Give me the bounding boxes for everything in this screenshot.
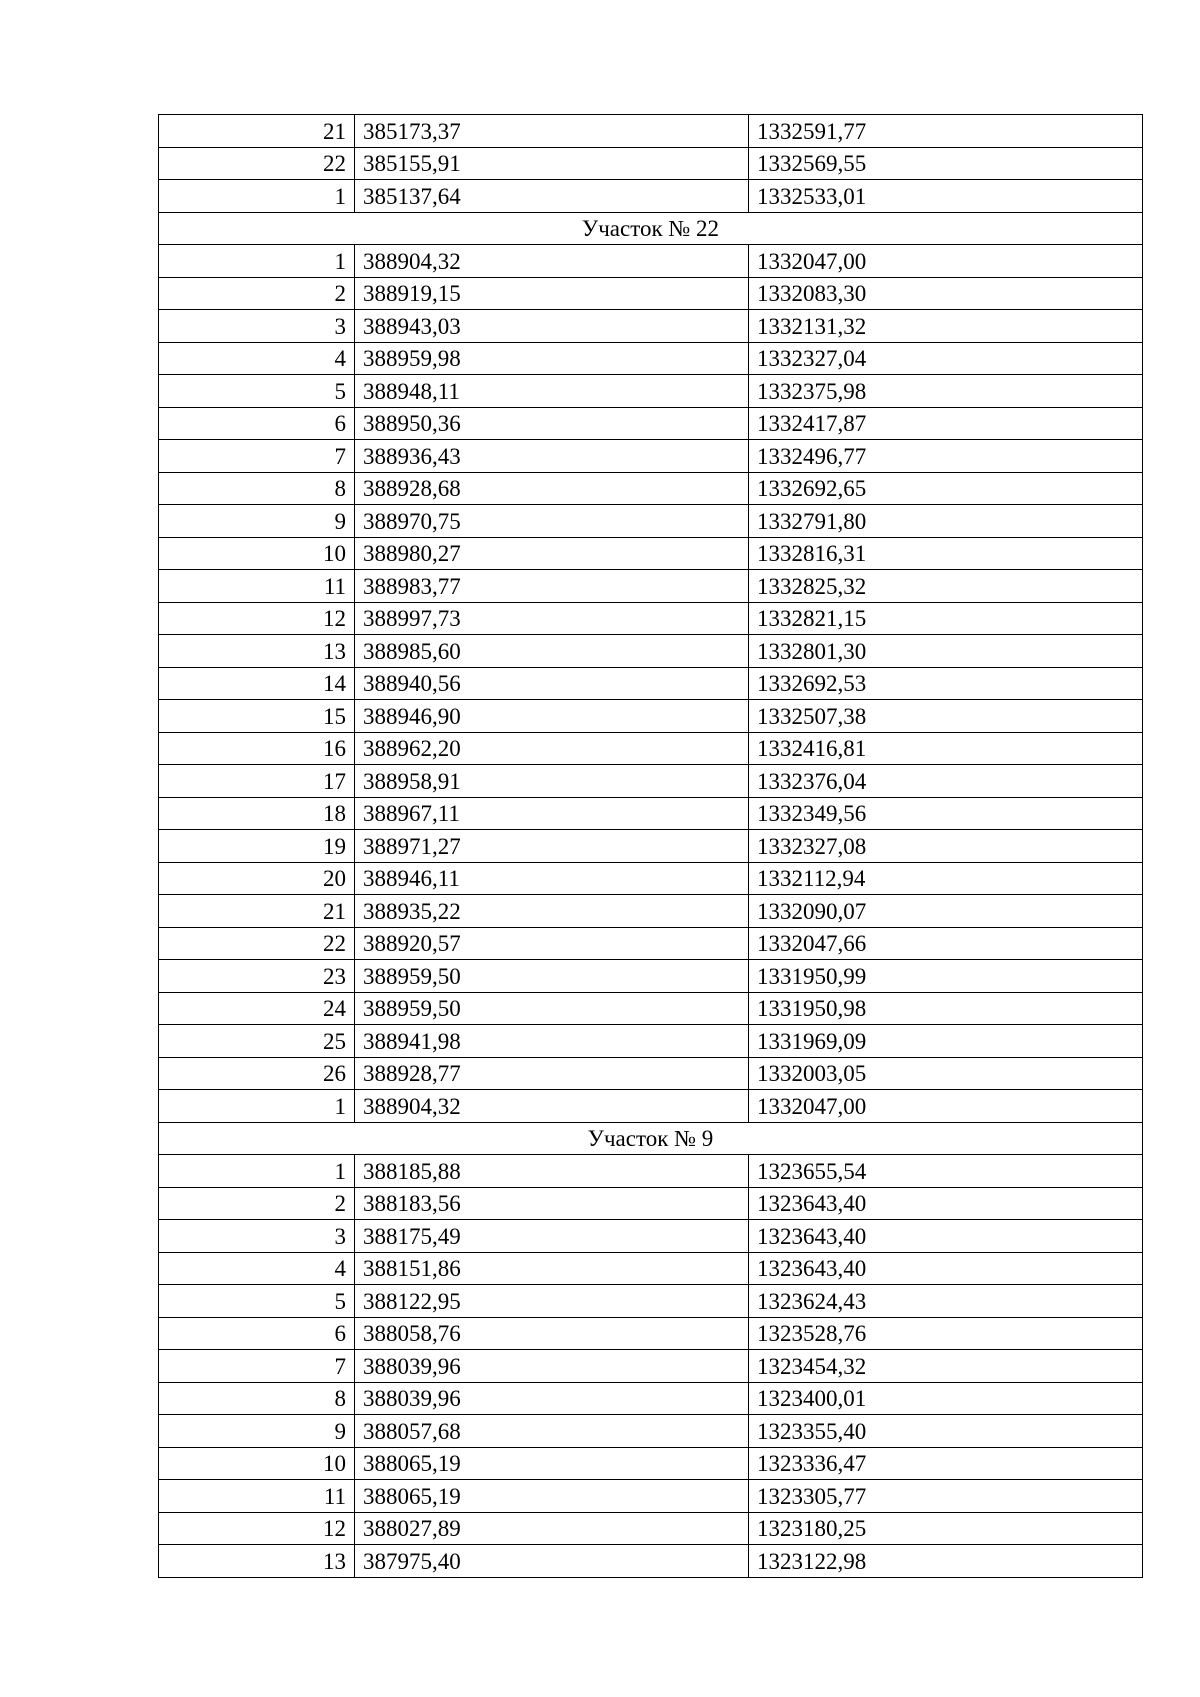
point-number-cell: 12: [159, 1512, 355, 1545]
point-number-cell: 9: [159, 1415, 355, 1448]
x-coordinate-cell: 388980,27: [355, 537, 749, 570]
point-number-cell: 7: [159, 440, 355, 473]
point-number-cell: 13: [159, 635, 355, 668]
table-row: [159, 960, 1143, 993]
x-coordinate-cell: 388946,11: [355, 862, 749, 895]
point-number-cell: 1: [159, 1090, 355, 1123]
point-number-cell: 10: [159, 537, 355, 570]
section-header-row: [159, 212, 1143, 245]
table-row: [159, 830, 1143, 863]
y-coordinate-cell: 1332327,04: [749, 342, 1143, 375]
point-number-cell: 24: [159, 992, 355, 1025]
y-coordinate-cell: 1323336,47: [749, 1447, 1143, 1480]
x-coordinate-cell: 388997,73: [355, 602, 749, 635]
x-coordinate-cell: 388936,43: [355, 440, 749, 473]
point-number-cell: 12: [159, 602, 355, 635]
y-coordinate-cell: 1332692,65: [749, 472, 1143, 505]
table-row: [159, 245, 1143, 278]
table-row: [159, 1447, 1143, 1480]
x-coordinate-cell: 388959,50: [355, 992, 749, 1025]
y-coordinate-cell: 1332047,00: [749, 1090, 1143, 1123]
y-coordinate-cell: 1323655,54: [749, 1155, 1143, 1188]
point-number-cell: 21: [159, 895, 355, 928]
x-coordinate-cell: 388958,91: [355, 765, 749, 798]
table-row: [159, 1317, 1143, 1350]
point-number-cell: 17: [159, 765, 355, 798]
y-coordinate-cell: 1332507,38: [749, 700, 1143, 733]
table-row: [159, 1252, 1143, 1285]
table-row: [159, 1057, 1143, 1090]
point-number-cell: 14: [159, 667, 355, 700]
table-row: [159, 115, 1143, 148]
point-number-cell: 26: [159, 1057, 355, 1090]
y-coordinate-cell: 1332417,87: [749, 407, 1143, 440]
y-coordinate-cell: 1331950,99: [749, 960, 1143, 993]
y-coordinate-cell: 1323643,40: [749, 1252, 1143, 1285]
point-number-cell: 22: [159, 927, 355, 960]
y-coordinate-cell: 1332047,66: [749, 927, 1143, 960]
x-coordinate-cell: 388904,32: [355, 245, 749, 278]
point-number-cell: 4: [159, 342, 355, 375]
point-number-cell: 6: [159, 407, 355, 440]
point-number-cell: 15: [159, 700, 355, 733]
table-row: [159, 1090, 1143, 1123]
y-coordinate-cell: 1332816,31: [749, 537, 1143, 570]
x-coordinate-cell: 388967,11: [355, 797, 749, 830]
table-row: [159, 342, 1143, 375]
x-coordinate-cell: 388948,11: [355, 375, 749, 408]
table-row: [159, 1382, 1143, 1415]
x-coordinate-cell: 388940,56: [355, 667, 749, 700]
x-coordinate-cell: 388962,20: [355, 732, 749, 765]
point-number-cell: 4: [159, 1252, 355, 1285]
y-coordinate-cell: 1332003,05: [749, 1057, 1143, 1090]
y-coordinate-cell: 1332375,98: [749, 375, 1143, 408]
y-coordinate-cell: 1331969,09: [749, 1025, 1143, 1058]
point-number-cell: 1: [159, 180, 355, 213]
table-row: [159, 700, 1143, 733]
y-coordinate-cell: 1332376,04: [749, 765, 1143, 798]
x-coordinate-cell: 388959,98: [355, 342, 749, 375]
table-row: [159, 1187, 1143, 1220]
section-title: Участок № 9: [159, 1122, 1143, 1155]
point-number-cell: 1: [159, 1155, 355, 1188]
table-row: [159, 1220, 1143, 1253]
point-number-cell: 9: [159, 505, 355, 538]
point-number-cell: 19: [159, 830, 355, 863]
table-row: [159, 1545, 1143, 1578]
table-row: [159, 1415, 1143, 1448]
section-title: Участок № 22: [159, 212, 1143, 245]
table-row: [159, 927, 1143, 960]
coordinates-table-body: [159, 115, 1143, 1578]
point-number-cell: 21: [159, 115, 355, 148]
x-coordinate-cell: 388941,98: [355, 1025, 749, 1058]
y-coordinate-cell: 1323528,76: [749, 1317, 1143, 1350]
x-coordinate-cell: 388904,32: [355, 1090, 749, 1123]
x-coordinate-cell: 388057,68: [355, 1415, 749, 1448]
point-number-cell: 13: [159, 1545, 355, 1578]
point-number-cell: 2: [159, 277, 355, 310]
point-number-cell: 5: [159, 375, 355, 408]
table-row: [159, 440, 1143, 473]
y-coordinate-cell: 1332090,07: [749, 895, 1143, 928]
point-number-cell: 16: [159, 732, 355, 765]
y-coordinate-cell: 1332791,80: [749, 505, 1143, 538]
table-row: [159, 1512, 1143, 1545]
point-number-cell: 6: [159, 1317, 355, 1350]
y-coordinate-cell: 1332349,56: [749, 797, 1143, 830]
point-number-cell: 11: [159, 570, 355, 603]
point-number-cell: 3: [159, 1220, 355, 1253]
table-row: [159, 375, 1143, 408]
y-coordinate-cell: 1332327,08: [749, 830, 1143, 863]
table-row: [159, 570, 1143, 603]
x-coordinate-cell: 388971,27: [355, 830, 749, 863]
x-coordinate-cell: 388183,56: [355, 1187, 749, 1220]
point-number-cell: 5: [159, 1285, 355, 1318]
table-row: [159, 505, 1143, 538]
table-row: [159, 862, 1143, 895]
y-coordinate-cell: 1332496,77: [749, 440, 1143, 473]
x-coordinate-cell: 388122,95: [355, 1285, 749, 1318]
table-row: [159, 797, 1143, 830]
y-coordinate-cell: 1323355,40: [749, 1415, 1143, 1448]
table-row: [159, 765, 1143, 798]
table-row: [159, 472, 1143, 505]
table-row: [159, 602, 1143, 635]
x-coordinate-cell: 388185,88: [355, 1155, 749, 1188]
x-coordinate-cell: 388151,86: [355, 1252, 749, 1285]
x-coordinate-cell: 388920,57: [355, 927, 749, 960]
x-coordinate-cell: 388039,96: [355, 1382, 749, 1415]
y-coordinate-cell: 1332131,32: [749, 310, 1143, 343]
point-number-cell: 25: [159, 1025, 355, 1058]
y-coordinate-cell: 1332416,81: [749, 732, 1143, 765]
table-row: [159, 310, 1143, 343]
y-coordinate-cell: 1323180,25: [749, 1512, 1143, 1545]
x-coordinate-cell: 388985,60: [355, 635, 749, 668]
x-coordinate-cell: 385137,64: [355, 180, 749, 213]
y-coordinate-cell: 1332083,30: [749, 277, 1143, 310]
x-coordinate-cell: 388027,89: [355, 1512, 749, 1545]
section-header-row: [159, 1122, 1143, 1155]
point-number-cell: 20: [159, 862, 355, 895]
x-coordinate-cell: 388950,36: [355, 407, 749, 440]
x-coordinate-cell: 388928,77: [355, 1057, 749, 1090]
point-number-cell: 22: [159, 147, 355, 180]
y-coordinate-cell: 1323454,32: [749, 1350, 1143, 1383]
x-coordinate-cell: 388983,77: [355, 570, 749, 603]
table-row: [159, 537, 1143, 570]
table-row: [159, 635, 1143, 668]
y-coordinate-cell: 1331950,98: [749, 992, 1143, 1025]
point-number-cell: 8: [159, 472, 355, 505]
table-row: [159, 180, 1143, 213]
point-number-cell: 1: [159, 245, 355, 278]
table-row: [159, 1480, 1143, 1513]
x-coordinate-cell: 388919,15: [355, 277, 749, 310]
x-coordinate-cell: 388065,19: [355, 1480, 749, 1513]
x-coordinate-cell: 388946,90: [355, 700, 749, 733]
table-row: [159, 732, 1143, 765]
table-row: [159, 1155, 1143, 1188]
point-number-cell: 10: [159, 1447, 355, 1480]
x-coordinate-cell: 388935,22: [355, 895, 749, 928]
point-number-cell: 2: [159, 1187, 355, 1220]
y-coordinate-cell: 1332692,53: [749, 667, 1143, 700]
point-number-cell: 8: [159, 1382, 355, 1415]
point-number-cell: 3: [159, 310, 355, 343]
table-row: [159, 147, 1143, 180]
y-coordinate-cell: 1332821,15: [749, 602, 1143, 635]
y-coordinate-cell: 1332112,94: [749, 862, 1143, 895]
y-coordinate-cell: 1332569,55: [749, 147, 1143, 180]
x-coordinate-cell: 385155,91: [355, 147, 749, 180]
table-row: [159, 277, 1143, 310]
table-row: [159, 992, 1143, 1025]
y-coordinate-cell: 1323643,40: [749, 1187, 1143, 1220]
x-coordinate-cell: 388175,49: [355, 1220, 749, 1253]
y-coordinate-cell: 1332825,32: [749, 570, 1143, 603]
table-row: [159, 1350, 1143, 1383]
y-coordinate-cell: 1332591,77: [749, 115, 1143, 148]
coordinates-table: [158, 114, 1143, 1578]
x-coordinate-cell: 388065,19: [355, 1447, 749, 1480]
x-coordinate-cell: 388058,76: [355, 1317, 749, 1350]
x-coordinate-cell: 387975,40: [355, 1545, 749, 1578]
table-row: [159, 1285, 1143, 1318]
point-number-cell: 18: [159, 797, 355, 830]
x-coordinate-cell: 388959,50: [355, 960, 749, 993]
y-coordinate-cell: 1323643,40: [749, 1220, 1143, 1253]
y-coordinate-cell: 1323624,43: [749, 1285, 1143, 1318]
y-coordinate-cell: 1323122,98: [749, 1545, 1143, 1578]
y-coordinate-cell: 1332533,01: [749, 180, 1143, 213]
x-coordinate-cell: 388928,68: [355, 472, 749, 505]
x-coordinate-cell: 388039,96: [355, 1350, 749, 1383]
point-number-cell: 11: [159, 1480, 355, 1513]
table-row: [159, 895, 1143, 928]
point-number-cell: 23: [159, 960, 355, 993]
y-coordinate-cell: 1323400,01: [749, 1382, 1143, 1415]
y-coordinate-cell: 1332801,30: [749, 635, 1143, 668]
table-row: [159, 667, 1143, 700]
x-coordinate-cell: 388970,75: [355, 505, 749, 538]
y-coordinate-cell: 1332047,00: [749, 245, 1143, 278]
table-row: [159, 407, 1143, 440]
x-coordinate-cell: 385173,37: [355, 115, 749, 148]
point-number-cell: 7: [159, 1350, 355, 1383]
y-coordinate-cell: 1323305,77: [749, 1480, 1143, 1513]
table-row: [159, 1025, 1143, 1058]
x-coordinate-cell: 388943,03: [355, 310, 749, 343]
